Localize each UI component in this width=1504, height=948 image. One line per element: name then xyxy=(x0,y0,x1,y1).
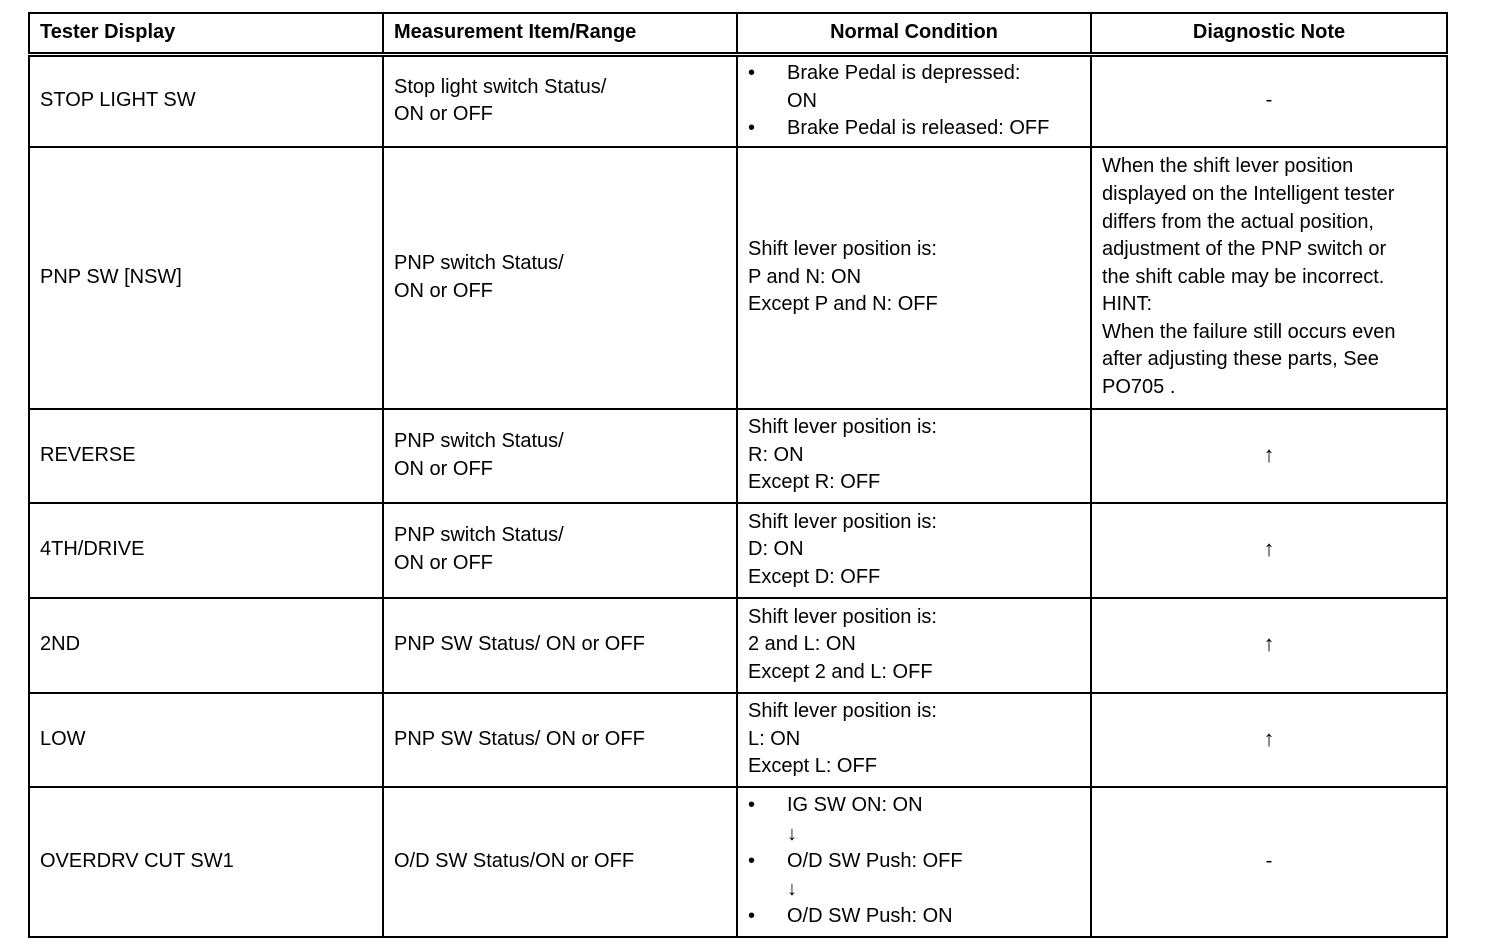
note-line: When the shift lever position xyxy=(1102,155,1354,178)
condition-line: Shift lever position is: xyxy=(748,700,937,723)
condition-text: Brake Pedal is depressed: xyxy=(787,61,1021,84)
condition-line: Except L: OFF xyxy=(748,755,877,778)
measurement-line: ON or OFF xyxy=(394,552,493,574)
bullet-icon: • xyxy=(748,117,756,140)
up-arrow-icon: ↑ xyxy=(1263,631,1275,657)
table-row xyxy=(29,787,1447,937)
bullet-icon: • xyxy=(748,905,756,928)
header-diagnostic-note: Diagnostic Note xyxy=(1091,13,1447,55)
up-arrow-icon: ↑ xyxy=(1263,536,1275,562)
up-arrow-icon: ↑ xyxy=(1263,441,1275,467)
tester-display-cell: REVERSE xyxy=(29,409,383,503)
measurement-cell: O/D SW Status/ON or OFF xyxy=(383,787,737,937)
table-row xyxy=(29,693,1447,787)
note-line: When the failure still occurs even xyxy=(1102,320,1396,343)
header-normal-condition: Normal Condition xyxy=(737,13,1091,55)
down-arrow-icon: ↓ xyxy=(787,878,797,901)
measurement-line: Stop light switch Status/ xyxy=(394,75,607,98)
condition-text: Brake Pedal is released: OFF xyxy=(787,117,1050,140)
header-tester-display: Tester Display xyxy=(29,13,383,55)
measurement-cell xyxy=(383,409,737,503)
condition-bullet xyxy=(748,792,1080,820)
condition-cell xyxy=(737,147,1091,409)
note-line: adjustment of the PNP switch or xyxy=(1102,238,1387,261)
diagnostic-note-cell xyxy=(1091,503,1447,598)
tester-display-cell: 2ND xyxy=(29,598,383,693)
condition-line: Shift lever position is: xyxy=(748,416,937,439)
tester-display-cell: LOW xyxy=(29,693,383,787)
note-hint-label: HINT: xyxy=(1102,293,1152,316)
measurement-cell xyxy=(383,55,737,147)
diagnostic-note-cell xyxy=(1091,409,1447,503)
condition-continuation: ON xyxy=(787,90,817,113)
tester-display-cell: OVERDRV CUT SW1 xyxy=(29,787,383,937)
measurement-cell: PNP SW Status/ ON or OFF xyxy=(383,598,737,693)
condition-bullet xyxy=(748,60,1080,88)
measurement-cell: PNP SW Status/ ON or OFF xyxy=(383,693,737,787)
condition-line: Except 2 and L: OFF xyxy=(748,660,933,683)
measurement-cell xyxy=(383,147,737,409)
condition-line: R: ON xyxy=(748,443,804,466)
diagnostic-note-cell: - xyxy=(1091,787,1447,937)
tester-display-cell: 4TH/DRIVE xyxy=(29,503,383,598)
note-line: displayed on the Intelligent tester xyxy=(1102,182,1395,205)
tester-display-cell: PNP SW [NSW] xyxy=(29,147,383,409)
bullet-icon: • xyxy=(748,61,756,84)
condition-cell xyxy=(737,409,1091,503)
condition-text: O/D SW Push: ON xyxy=(787,905,953,928)
condition-bullet xyxy=(748,903,1080,931)
condition-cell xyxy=(737,503,1091,598)
condition-text: O/D SW Push: OFF xyxy=(787,849,963,872)
measurement-line: PNP switch Status/ xyxy=(394,429,564,452)
table-row xyxy=(29,55,1447,147)
measurement-line: ON or OFF xyxy=(394,279,493,302)
condition-bullet xyxy=(748,115,1080,143)
condition-line: Shift lever position is: xyxy=(748,238,937,261)
condition-cell xyxy=(737,55,1091,147)
condition-line: L: ON xyxy=(748,727,801,750)
condition-cell xyxy=(737,693,1091,787)
measurement-line: PNP switch Status/ xyxy=(394,251,564,274)
note-line: after adjusting these parts, See xyxy=(1102,348,1379,371)
diagnostic-note-cell: - xyxy=(1091,55,1447,147)
tester-display-cell: STOP LIGHT SW xyxy=(29,55,383,147)
condition-line: Except D: OFF xyxy=(748,565,881,588)
measurement-line: ON or OFF xyxy=(394,103,493,126)
condition-cell xyxy=(737,787,1091,937)
table-row xyxy=(29,503,1447,598)
condition-line: Except P and N: OFF xyxy=(748,293,938,316)
table-row xyxy=(29,409,1447,503)
condition-line: Shift lever position is: xyxy=(748,605,937,628)
condition-line: D: ON xyxy=(748,538,804,561)
diagnostic-note-cell xyxy=(1091,693,1447,787)
condition-text: IG SW ON: ON xyxy=(787,794,923,817)
note-line: differs from the actual position, xyxy=(1102,210,1374,233)
diagnostic-note-cell xyxy=(1091,598,1447,693)
condition-line: Shift lever position is: xyxy=(748,510,937,533)
note-dtc-reference: PO705 . xyxy=(1102,376,1176,399)
condition-line: 2 and L: ON xyxy=(748,633,856,656)
condition-line: Except R: OFF xyxy=(748,471,881,494)
diagnostic-note-cell xyxy=(1091,147,1447,409)
measurement-line: PNP switch Status/ xyxy=(394,524,564,547)
measurement-cell xyxy=(383,503,737,598)
measurement-line: ON or OFF xyxy=(394,457,493,480)
condition-cell xyxy=(737,598,1091,693)
header-measurement-item: Measurement Item/Range xyxy=(383,13,737,55)
down-arrow-icon: ↓ xyxy=(787,822,797,845)
condition-bullet xyxy=(748,848,1080,876)
bullet-icon: • xyxy=(748,794,756,817)
bullet-icon: • xyxy=(748,849,756,872)
header-row xyxy=(29,13,1447,55)
up-arrow-icon: ↑ xyxy=(1263,725,1275,751)
condition-line: P and N: ON xyxy=(748,265,862,288)
table-row xyxy=(29,598,1447,693)
table-row xyxy=(29,147,1447,409)
diagnostic-table xyxy=(28,12,1448,938)
note-line: the shift cable may be incorrect. xyxy=(1102,265,1385,288)
